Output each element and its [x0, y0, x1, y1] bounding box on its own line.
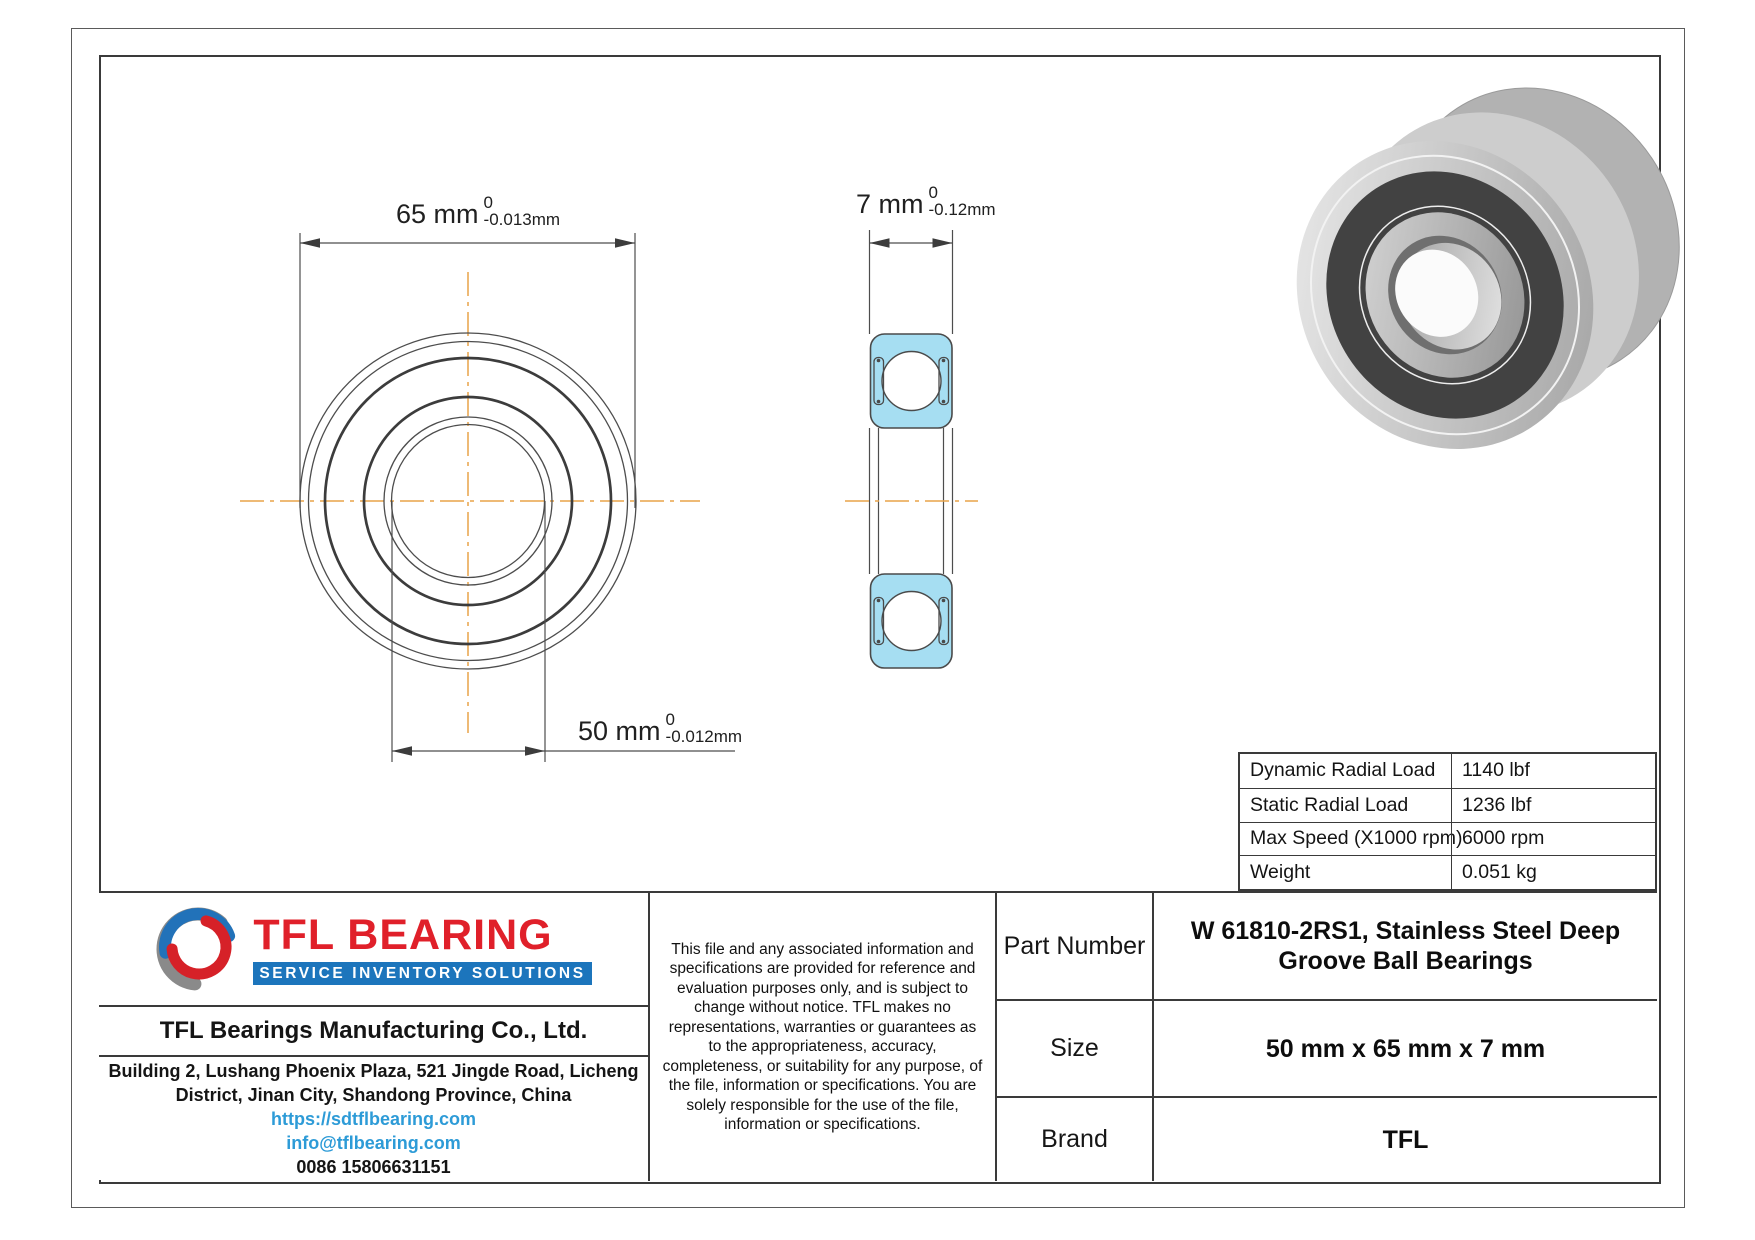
spec-label: Weight	[1240, 855, 1451, 889]
company-website-link[interactable]: https://sdtflbearing.com	[270, 1109, 476, 1129]
dimension-tolerance: 0 -0.013mm	[483, 193, 561, 230]
field-labels-column	[995, 893, 1152, 1181]
logo-brand-text: TFL BEARING	[253, 910, 553, 959]
spec-label: Static Radial Load	[1240, 788, 1451, 822]
specs-table	[1238, 752, 1657, 891]
dimension-tolerance: 0 -0.012mm	[665, 710, 743, 747]
dimension-bore-diameter	[578, 712, 742, 747]
dimension-value: 7 mm	[856, 188, 924, 219]
dimension-tolerance: 0 -0.12mm	[928, 183, 996, 220]
disclaimer-block	[648, 893, 995, 1181]
field-label-brand: Brand	[997, 1096, 1152, 1181]
field-value-part-number: W 61810-2RS1, Stainless Steel Deep Groove Ball Bearings	[1190, 917, 1621, 975]
field-label-size: Size	[997, 999, 1152, 1096]
company-contact-block	[99, 1055, 648, 1181]
tfl-swirl-logo-icon	[155, 905, 241, 993]
logo-tagline: SERVICE INVENTORY SOLUTIONS	[253, 962, 591, 985]
company-address: Building 2, Lushang Phoenix Plaza, 521 Jingde Road, Licheng District, Jinan City, Shandong Province, China	[108, 1061, 639, 1105]
company-phone: 0086 15806631151	[296, 1157, 451, 1177]
dimension-value: 50 mm	[578, 715, 661, 746]
field-value-size: 50 mm x 65 mm x 7 mm	[1154, 999, 1657, 1096]
company-block	[99, 893, 648, 1181]
spec-value: 6000 rpm	[1451, 822, 1655, 856]
disclaimer-text: This file and any associated information and specifications are provided for reference and evaluation purposes only, and is subject to change without notice. TFL makes no representations, warranties or guarantees as to the appropriateness, accuracy, completeness, or suitability for any purpose, of the file, information or specifications. You are solely responsible for the use of the file, information or specifications.	[662, 940, 983, 1133]
spec-label: Max Speed (X1000 rpm)	[1240, 822, 1451, 856]
dimension-value: 65 mm	[396, 198, 479, 229]
spec-value: 1140 lbf	[1451, 754, 1655, 788]
spec-value: 0.051 kg	[1451, 855, 1655, 889]
spec-value: 1236 lbf	[1451, 788, 1655, 822]
field-value-brand: TFL	[1154, 1096, 1657, 1181]
field-values-column	[1152, 893, 1657, 1181]
spec-label: Dynamic Radial Load	[1250, 759, 1436, 782]
title-block	[99, 891, 1657, 1180]
dimension-width	[856, 185, 996, 220]
field-label-part-number: Part Number	[1003, 931, 1146, 960]
company-name: TFL Bearings Manufacturing Co., Ltd.	[99, 1005, 648, 1055]
company-email-link[interactable]: info@tflbearing.com	[286, 1133, 461, 1153]
dimension-outer-diameter	[396, 195, 560, 230]
company-logo	[99, 893, 648, 1005]
